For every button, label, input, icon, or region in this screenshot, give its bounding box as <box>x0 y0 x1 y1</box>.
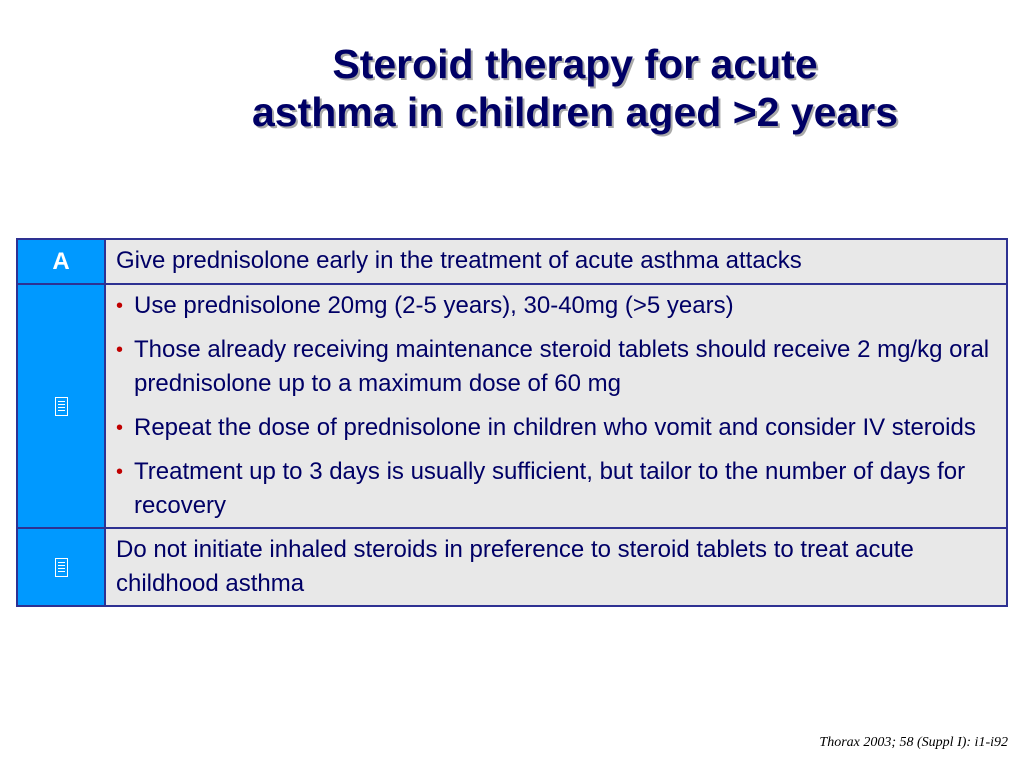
recommendation-text: Do not initiate inhaled steroids in preference to steroid tablets to treat acute childhood asthma <box>116 536 914 597</box>
checklist-icon <box>55 397 68 416</box>
recommendation-cell <box>105 284 1007 528</box>
bullet-text: Repeat the dose of prednisolone in children who vomit and consider IV steroids <box>134 414 976 441</box>
grade-cell <box>17 528 105 606</box>
checklist-icon <box>55 558 68 577</box>
bullet-text: Those already receiving maintenance steroid tablets should receive 2 mg/kg oral prednisolone up to a maximum dose of 60 mg <box>134 336 990 397</box>
slide-title <box>130 40 1020 136</box>
slide-title-line-1: Steroid therapy for acute <box>332 41 818 87</box>
list-item <box>116 289 996 323</box>
bullet-icon: • <box>116 461 124 483</box>
grade-label: A <box>52 247 70 275</box>
grade-cell <box>17 284 105 528</box>
slide-title-line-2: asthma in children aged >2 years <box>251 89 899 135</box>
list-item <box>116 411 996 445</box>
citation: Thorax 2003; 58 (Suppl I): i1-i92 <box>819 735 1008 750</box>
table-row <box>17 528 1007 606</box>
recommendation-cell <box>105 239 1007 284</box>
bullet-text: Treatment up to 3 days is usually sufficient, but tailor to the number of days for recovery <box>134 458 966 519</box>
recommendation-cell <box>105 528 1007 606</box>
table-row <box>17 284 1007 528</box>
recommendation-table <box>16 238 1008 607</box>
list-item <box>116 333 996 401</box>
bullet-icon: • <box>116 339 124 361</box>
recommendation-text: Give prednisolone early in the treatment of acute asthma attacks <box>116 247 802 274</box>
grade-cell <box>17 239 105 284</box>
bullet-text: Use prednisolone 20mg (2-5 years), 30-40mg (>5 years) <box>134 292 734 319</box>
bullet-icon: • <box>116 417 124 439</box>
list-item <box>116 455 996 523</box>
table-row <box>17 239 1007 284</box>
bullet-list <box>116 289 996 523</box>
bullet-icon: • <box>116 295 124 317</box>
